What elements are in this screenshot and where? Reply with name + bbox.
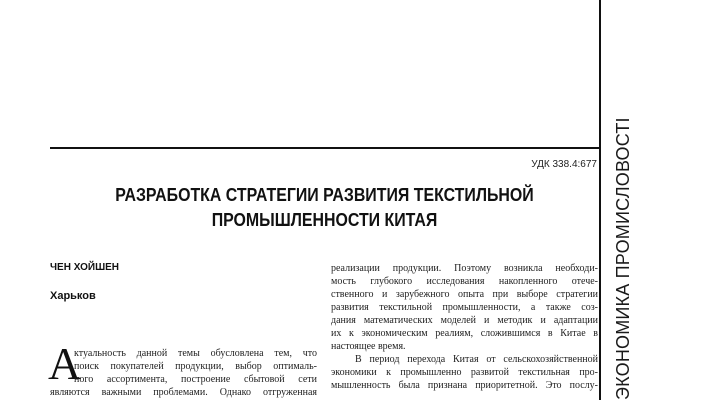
header-rule (50, 147, 599, 149)
udc-code: УДК 338.4:677 (531, 159, 597, 170)
article-title-line-1: РАЗРАБОТКА СТРАТЕГИИ РАЗВИТИЯ ТЕКСТИЛЬНОЙ (115, 184, 534, 205)
body-text-line: являются важными проблемами. Однако отгруженная (50, 387, 317, 398)
body-text-line: ственного и зарубежного опыта при выборе стратегии (331, 289, 598, 300)
section-sidebar-title: ЭКОНОМИКА ПРОМИСЛОВОСТІ (613, 117, 633, 400)
drop-cap-letter: А (48, 338, 82, 389)
body-text-line: экономики к промышленно развитой текстильная про- (331, 367, 598, 378)
body-text-line: развития текстильной промышленности, а также соз- (331, 302, 598, 313)
body-text-line: ктуальность данной темы обусловлена тем, что (74, 348, 317, 359)
right-border-rule (599, 0, 601, 400)
body-text-line: В период перехода Китая от сельскохозяйственной (355, 354, 598, 365)
body-text-line: мышленность была признана приоритетной. Это послу- (331, 380, 598, 391)
body-text-line: их к экономическим реалиям, сложившимся в Китае в (331, 328, 598, 339)
body-text-line: настоящее время. (331, 341, 406, 352)
body-text-line: ного ассортимента, построение сбытовой сети (74, 374, 317, 385)
body-text-line: мость глубокого исследования накопленного отече- (331, 276, 598, 287)
body-text-line: дания математических моделей и методик и адаптации (331, 315, 598, 326)
article-title-line-2: ПРОМЫШЛЕННОСТИ КИТАЯ (211, 209, 438, 230)
author-city: Харьков (50, 290, 96, 302)
body-text-line: реализации продукции. Поэтому возникла необходи- (331, 263, 598, 274)
body-text-line: поиск покупателей продукции, выбор оптималь- (74, 361, 317, 372)
author-name: ЧЕН ХОЙШЕН (50, 262, 120, 273)
